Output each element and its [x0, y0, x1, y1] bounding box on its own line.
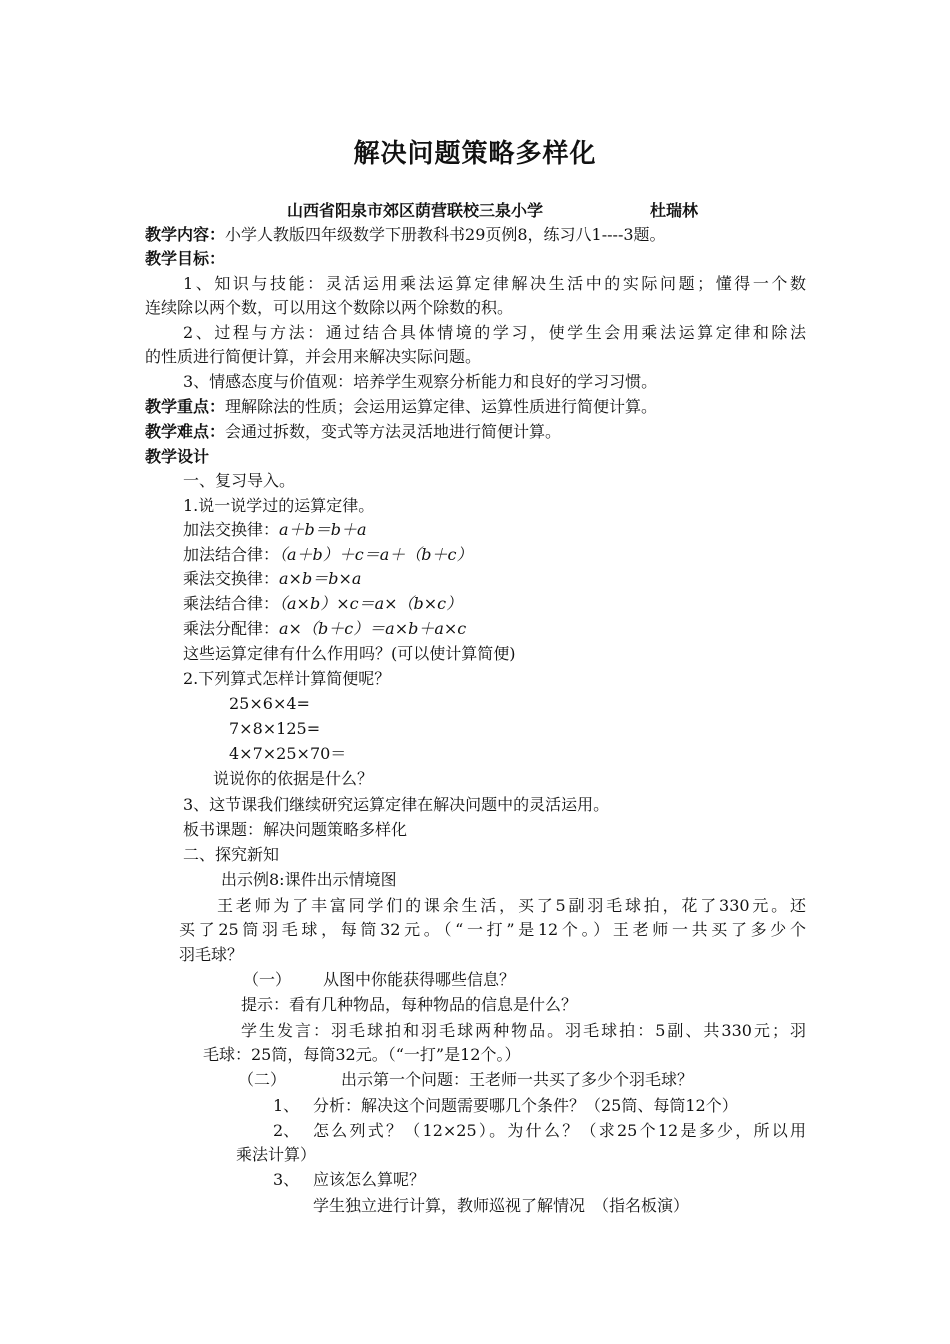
calc-expression-1: 25×6×4=	[229, 694, 310, 713]
law-name: 加法交换律：	[183, 520, 280, 539]
law-name: 加法结合律：	[183, 545, 280, 564]
goal-2-line-2: 的性质进行简便计算，并会用来解决实际问题。	[145, 347, 482, 366]
part-1-question: 从图中你能获得哪些信息？	[323, 970, 516, 989]
school-name: 山西省阳泉市郊区荫营联校三泉小学	[287, 201, 544, 220]
step-3-detail: 学生独立进行计算，教师巡视了解情况 （指名板演）	[313, 1196, 690, 1215]
goal-2-line-1: 2、过程与方法：通过结合具体情境的学习，使学生会用乘法运算定律和除法	[183, 323, 806, 342]
board-topic: 板书课题：解决问题策略多样化	[183, 820, 408, 839]
story-line-2: 买了25筒羽毛球，每筒32元。（“一打”是12个。）王老师一共买了多少个	[179, 920, 806, 939]
teaching-content-text: 小学人教版四年级数学下册教科书29页例8，练习八1----3题。	[225, 225, 666, 244]
teaching-key	[145, 395, 657, 419]
calc-expression-3: 4×7×25×70＝	[229, 744, 347, 763]
step-2-number: 2、	[273, 1121, 300, 1140]
section-1-question-3: 3、这节课我们继续研究运算定律在解决问题中的灵活运用。	[183, 795, 610, 814]
student-speech-line-2: 毛球：25筒，每筒32元。（“一打”是12个。）	[203, 1045, 521, 1064]
teaching-key-text: 理解除法的性质；会运用运算定律、运算性质进行简便计算。	[225, 397, 658, 416]
teaching-content-label: 教学内容：	[145, 225, 226, 244]
teaching-content	[145, 223, 666, 247]
law-formula: a×b＝b×a	[279, 569, 362, 588]
teaching-difficulty	[145, 420, 561, 444]
teaching-difficulty-text: 会通过拆数，变式等方法灵活地进行简便计算。	[225, 422, 562, 441]
document-title: 解决问题策略多样化	[353, 139, 597, 169]
law-formula: a＋b＝b＋a	[279, 520, 367, 539]
step-1-text: 分析：解决这个问题需要哪几个条件？（25筒、每筒12个）	[313, 1096, 738, 1115]
author-name: 杜瑞林	[650, 201, 699, 220]
law-distributive	[183, 617, 466, 641]
calc-expression-2: 7×8×125=	[229, 719, 321, 738]
law-formula: a×（b＋c）＝a×b＋a×c	[279, 619, 467, 638]
story-line-3: 羽毛球？	[179, 945, 244, 964]
section-1-heading: 一、复习导入。	[183, 471, 296, 490]
part-1-number: （一）	[243, 970, 292, 989]
section-1-question-1: 1.说一说学过的运算定律。	[183, 496, 375, 515]
law-multiplication-associative	[183, 592, 462, 616]
goal-1-line-1: 1、知识与技能：灵活运用乘法运算定律解决生活中的实际问题；懂得一个数	[183, 274, 806, 293]
step-2-text-line-1: 怎么列式？（12×25）。为什么？（求25个12是多少，所以用	[313, 1121, 806, 1140]
law-multiplication-commutative	[183, 567, 361, 591]
goal-1-line-2: 连续除以两个数，可以用这个数除以两个除数的积。	[145, 298, 514, 317]
section-1-question-2: 2.下列算式怎样计算简便呢？	[183, 669, 391, 688]
part-2-number: （二）	[238, 1070, 287, 1089]
hint: 提示：看有几种物品，每种物品的信息是什么？	[241, 995, 578, 1014]
step-2-text-line-2: 乘法计算）	[236, 1145, 317, 1164]
goal-3: 3、情感态度与价值观：培养学生观察分析能力和良好的学习习惯。	[183, 372, 658, 391]
step-3-text: 应该怎么算呢？	[313, 1170, 426, 1189]
law-name: 乘法结合律：	[183, 594, 280, 613]
teaching-difficulty-label: 教学难点：	[145, 422, 226, 441]
step-3-number: 3、	[273, 1170, 300, 1189]
law-formula: （a×b）×c＝a×（b×c）	[279, 594, 463, 613]
law-formula: （a＋b）＋c＝a＋（b＋c）	[279, 545, 473, 564]
law-use-question: 这些运算定律有什么作用吗？(可以使计算简便)	[183, 644, 516, 663]
student-speech-line-1: 学生发言：羽毛球拍和羽毛球两种物品。羽毛球拍：5副、共330元；羽	[241, 1021, 806, 1040]
teaching-key-label: 教学重点：	[145, 397, 226, 416]
section-2-heading: 二、探究新知	[183, 845, 280, 864]
law-name: 乘法交换律：	[183, 569, 280, 588]
story-line-1: 王老师为了丰富同学们的课余生活，买了5副羽毛球拍，花了330元。还	[217, 896, 806, 915]
law-name: 乘法分配律：	[183, 619, 280, 638]
law-addition-associative	[183, 543, 473, 567]
example-8-intro: 出示例8:课件出示情境图	[221, 870, 397, 889]
teaching-design-label: 教学设计	[145, 447, 210, 466]
teaching-goals-label: 教学目标：	[145, 249, 226, 268]
basis-question: 说说你的依据是什么？	[213, 769, 374, 788]
step-1-number: 1、	[273, 1096, 300, 1115]
law-addition-commutative	[183, 518, 367, 542]
part-2-question: 出示第一个问题：王老师一共买了多少个羽毛球？	[341, 1070, 694, 1089]
